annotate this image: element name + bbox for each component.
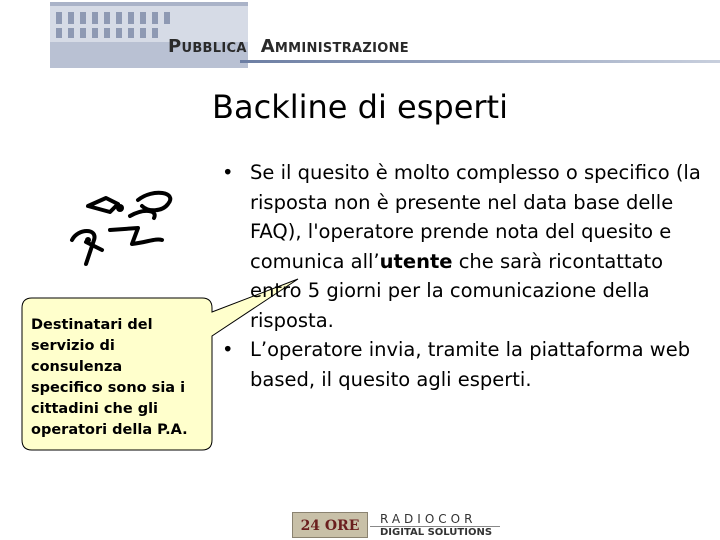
bullet-item (222, 335, 702, 394)
slide-title-text: Backline di esperti (212, 88, 508, 126)
bullet-text: Se il quesito è molto complesso o specifico (la risposta non è presente nel data base delle FAQ), l'operatore prende nota del quesito e comunica all’ (250, 161, 701, 273)
bullet-item (222, 158, 702, 335)
header-title-first: Pubblica (168, 36, 247, 57)
header-title-second: Amministrazione (260, 36, 409, 57)
bullet-text-after: che sarà ricontattato entro 5 giorni per la comunicazione della risposta. (250, 249, 664, 332)
footer-brand: RADIOCOR (380, 512, 477, 526)
bullet-marker: • (222, 161, 234, 184)
bullet-bold-text: utente (379, 249, 453, 273)
bullet-text: L’operatore invia, tramite la piattaforma web based, il quesito agli esperti. (250, 338, 691, 391)
footer-logo-box: 24 ORE (292, 512, 368, 538)
footer-subtitle: DIGITAL SOLUTIONS (380, 527, 493, 538)
bullet-list (222, 158, 702, 394)
bullet-marker: • (222, 338, 234, 361)
callout-text: Destinatari del servizio di consulenza specifico sono sia i cittadini che gli operatori della P.A. (31, 317, 188, 438)
